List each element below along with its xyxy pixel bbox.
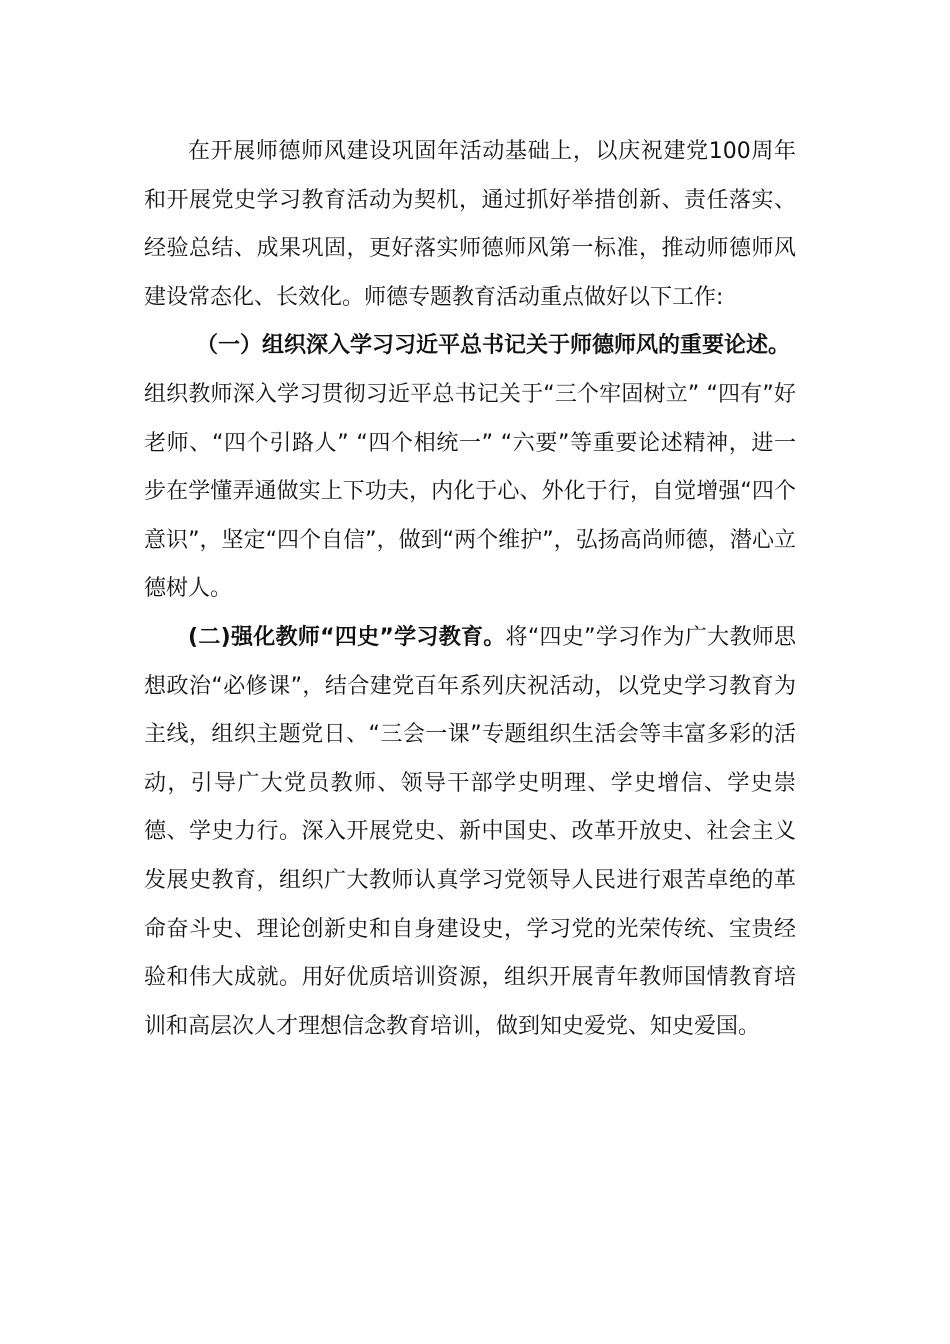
section-two	[144, 614, 796, 1051]
section-two-heading: (二)强化教师“四史”学习教育。	[188, 624, 506, 650]
document-body	[144, 128, 796, 1051]
section-one-heading: （一）组织深入学习习近平总书记关于师德师风的重要论述。	[196, 333, 791, 359]
section-one-body: 组织教师深入学习贯彻习近平总书记关于“三个牢固树立” “四有”好老师、“四个引路人” “四个相统一” “六要”等重要论述精神，进一步在学懂弄通做实上下功夫，内化于心、外化于行，自觉增强“四个意识”，坚定“四个自信”，做到“两个维护”，弘扬高尚师德，潜心立德树人。	[144, 381, 796, 602]
section-two-body: 将“四史”学习作为广大教师思想政治“必修课”，结合建党百年系列庆祝活动，以党史学习教育为主线，组织主题党日、“三会一课”专题组织生活会等丰富多彩的活动，引导广大党员教师、领导干部学史明理、学史增信、学史崇德、学史力行。深入开展党史、新中国史、改革开放史、社会主义发展史教育，组织广大教师认真学习党领导人民进行艰苦卓绝的革命奋斗史、理论创新史和自身建设史，学习党的光荣传统、宝贵经验和伟大成就。用好优质培训资源，组织开展青年教师国情教育培训和高层次人才理想信念教育培训，做到知史爱党、知史爱国。	[144, 624, 797, 1039]
intro-paragraph: 在开展师德师风建设巩固年活动基础上，以庆祝建党100周年和开展党史学习教育活动为契机，通过抓好举措创新、责任落实、经验总结、成果巩固，更好落实师德师风第一标准，推动师德师风建设常态化、长效化。师德专题教育活动重点做好以下工作:	[144, 139, 796, 310]
section-one	[144, 322, 796, 614]
